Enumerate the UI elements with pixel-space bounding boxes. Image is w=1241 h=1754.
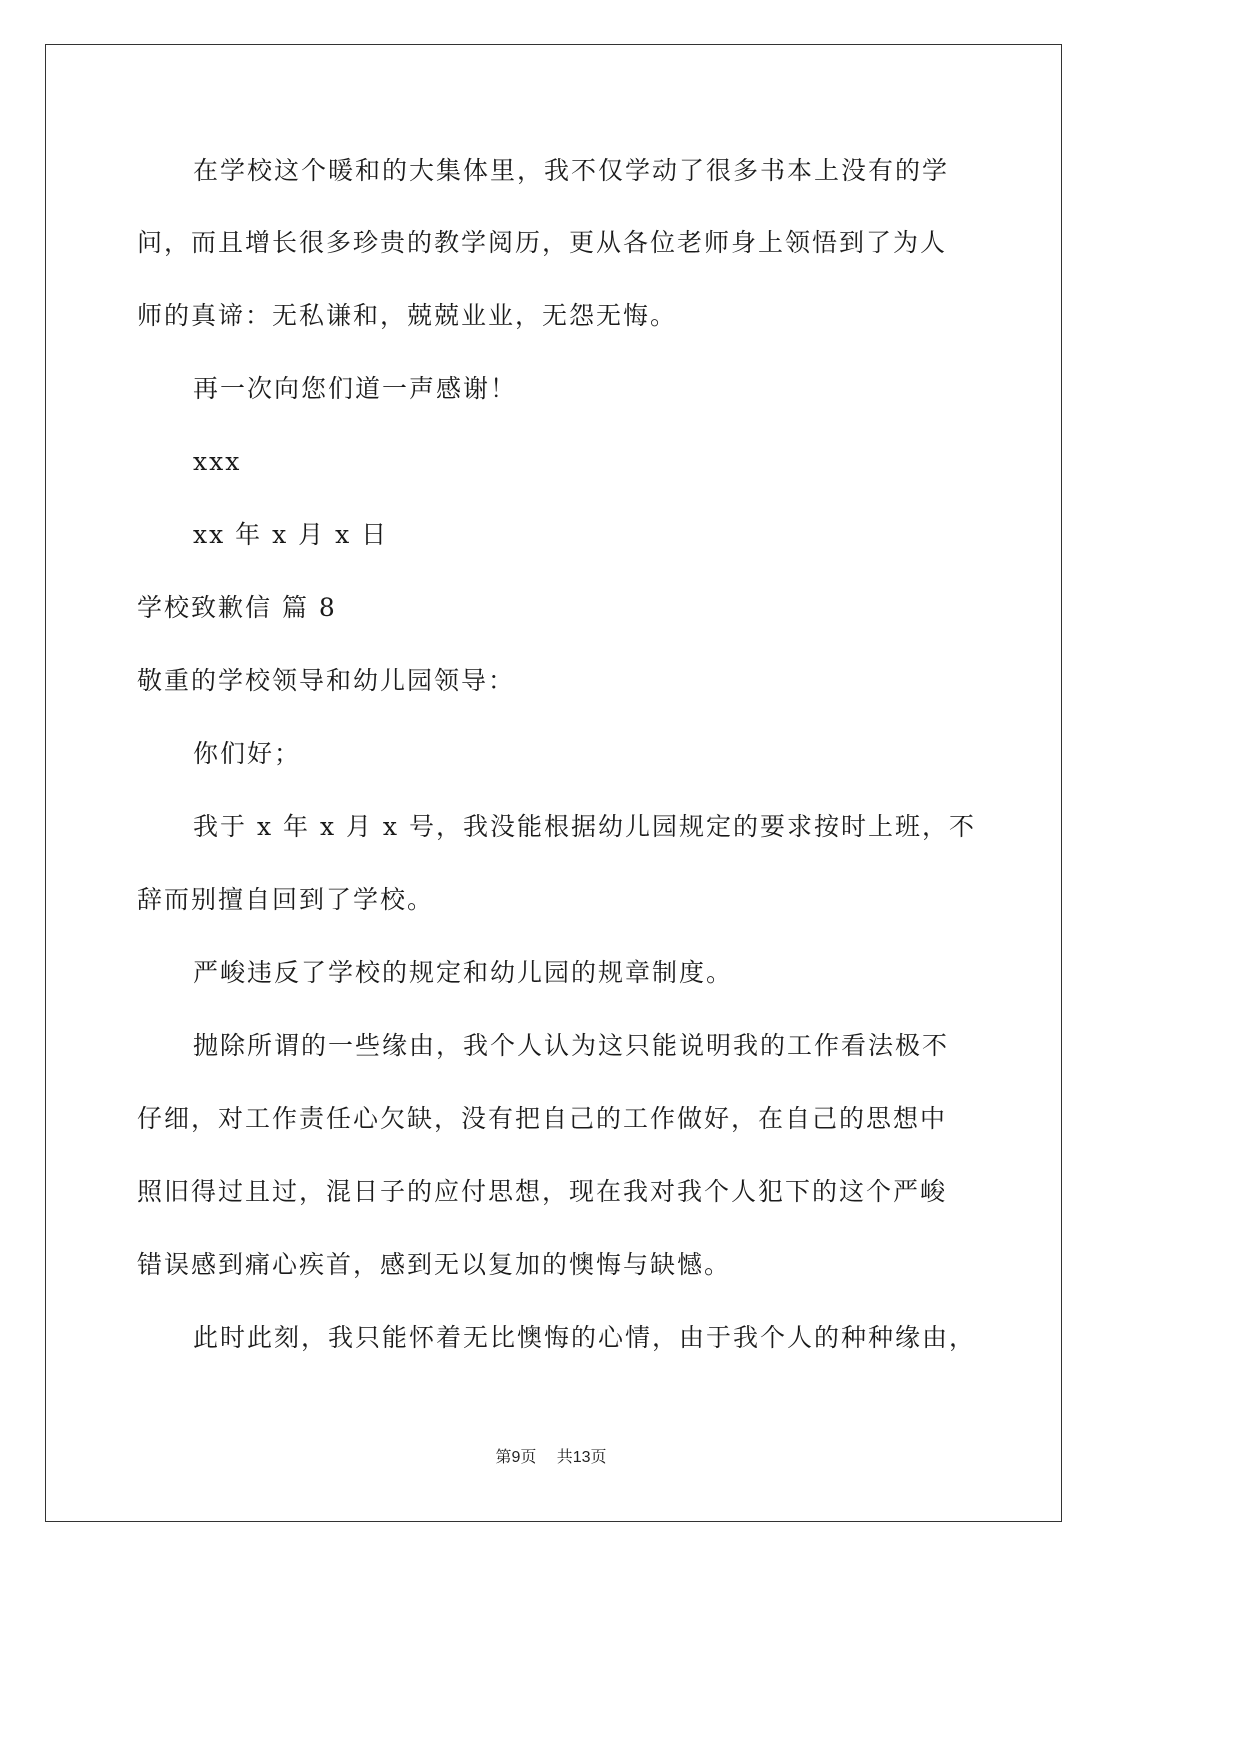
paragraph-line: 问，而且增长很多珍贵的教学阅历，更从各位老师身上领悟到了为人 (137, 228, 948, 257)
paragraph-line: 错误感到痛心疾首，感到无以复加的懊悔与缺憾。 (137, 1250, 732, 1279)
total-pages-number: 13 (572, 1449, 591, 1466)
footer-page-word: 页 (520, 1447, 537, 1466)
current-page-number: 9 (511, 1449, 521, 1466)
paragraph-line: 再一次向您们道一声感谢！ (193, 374, 518, 403)
paragraph-line: 此时此刻，我只能怀着无比懊悔的心情，由于我个人的种种缘由， (193, 1323, 977, 1352)
paragraph-line: 师的真谛：无私谦和，兢兢业业，无怨无悔。 (137, 301, 678, 330)
paragraph-line: 严峻违反了学校的规定和幼儿园的规章制度。 (193, 958, 734, 987)
page-border (45, 44, 1062, 1522)
footer-prefix: 第 (495, 1447, 512, 1466)
paragraph-line: 仔细，对工作责任心欠缺，没有把自己的工作做好，在自己的思想中 (137, 1104, 948, 1133)
page-footer (0, 1447, 1102, 1468)
section-heading: 学校致歉信 篇 8 (137, 593, 337, 622)
paragraph-line: 照旧得过且过，混日子的应付思想，现在我对我个人犯下的这个严峻 (137, 1177, 948, 1206)
salutation: 敬重的学校领导和幼儿园领导： (137, 666, 516, 695)
paragraph-line: 我于 x 年 x 月 x 号，我没能根据幼儿园规定的要求按时上班，不 (193, 812, 976, 841)
paragraph-line: 在学校这个暖和的大集体里，我不仅学动了很多书本上没有的学 (193, 156, 950, 185)
footer-total-suffix: 页 (590, 1447, 607, 1466)
footer-total-prefix: 共 (556, 1447, 573, 1466)
signature-date: xx 年 x 月 x 日 (193, 520, 389, 549)
signature-name: xxx (193, 447, 242, 476)
paragraph-line: 辞而别擅自回到了学校。 (137, 885, 435, 914)
greeting: 你们好； (193, 739, 302, 768)
paragraph-line: 抛除所谓的一些缘由，我个人认为这只能说明我的工作看法极不 (193, 1031, 950, 1060)
